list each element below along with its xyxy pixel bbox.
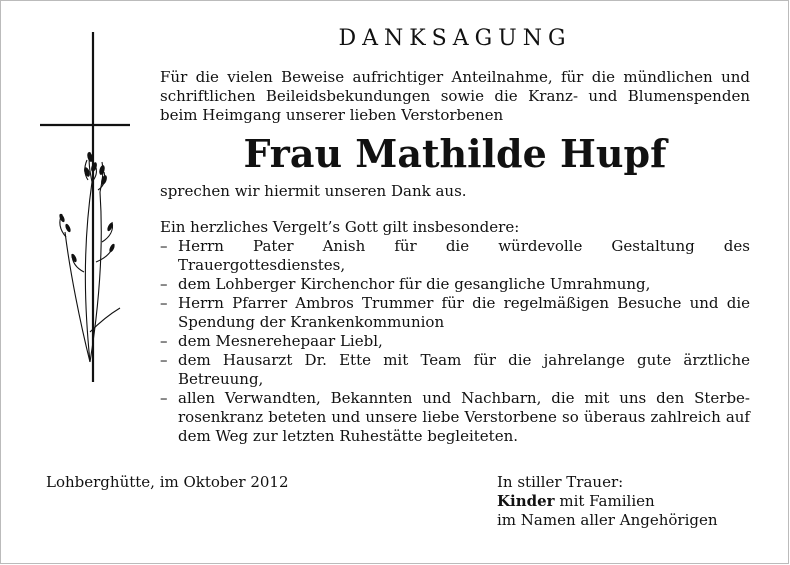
list-intro: Ein herzliches Vergelt’s Gott gilt insbesondere: — [160, 218, 520, 236]
list-item: – dem Hausarzt Dr. Ette mit Team für die jahrelange gute ärztliche Betreuung, — [160, 351, 750, 388]
list-item: – allen Verwandten, Bekannten und Nachbarn, die mit uns den Sterberosenkranz beteten und unsere liebe Verstorbene so überaus zahlreich auf dem Weg zur letzten Ruhestätte begleiteten. — [160, 389, 750, 445]
signature-line2: Kinder mit Familien — [497, 492, 655, 510]
cross-with-wheat-icon — [40, 32, 130, 382]
thanks-list — [160, 237, 750, 446]
list-item: – Herrn Pater Anish für die würdevolle Gestaltung des Trauergottesdienstes, — [160, 237, 750, 274]
list-item: – Herrn Pfarrer Ambros Trummer für die regelmäßigen Besuche und die Spendung der Krankenkommunion — [160, 294, 750, 331]
thanks-line: sprechen wir hiermit unseren Dank aus. — [160, 182, 467, 200]
signature-block — [497, 473, 718, 530]
list-item: – dem Lohberger Kirchenchor für die gesangliche Umrahmung, — [160, 275, 651, 293]
heading-title: DANKSAGUNG — [338, 26, 572, 51]
signature-line3: im Namen aller Angehörigen — [497, 511, 718, 529]
list-item: – dem Mesnerehepaar Liebl, — [160, 332, 383, 350]
intro-paragraph: Für die vielen Beweise aufrichtiger Anteilnahme, für die mündlichen und schriftlichen Beileidsbekundungen sowie die Kranz- und Blumenspenden beim Heimgang unserer lieben Verstorbenen — [160, 68, 750, 124]
place-date: Lohberghütte, im Oktober 2012 — [46, 473, 289, 491]
signature-line1: In stiller Trauer: — [497, 473, 624, 491]
deceased-name: Frau Mathilde Hupf — [243, 131, 667, 176]
